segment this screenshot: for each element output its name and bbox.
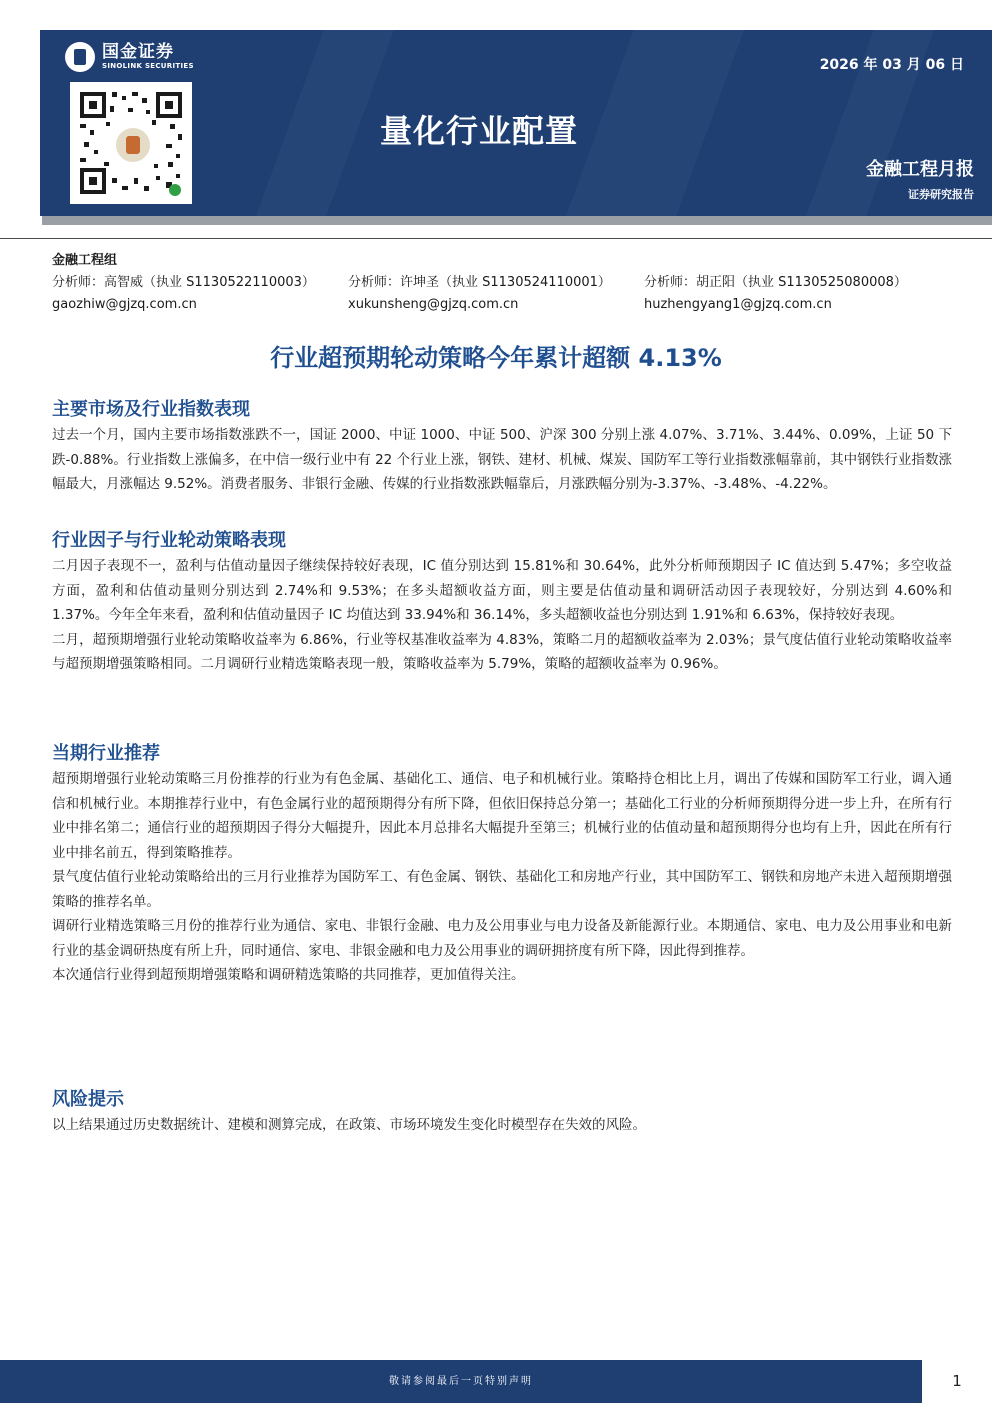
section-paragraph: 超预期增强行业轮动策略三月份推荐的行业为有色金属、基础化工、通信、电子和机械行业。策略持仓相比上月，调出了传媒和国防军工行业，调入通信和机械行业。本期推荐行业中，有色金属行业的超预期得分有所下降，但依旧保持总分第一；基础化工行业的分析师预期得分进一步上升，在所有行业中排名第二；通信行业的超预期因子得分大幅提升，因此本月总排名大幅提升至第三；机械行业的估值动量和超预期得分也均有上升，因此在所有行业中排名前五，得到策略推荐。 — [52, 771, 952, 861]
header-divider — [0, 238, 992, 239]
report-date: 2026 年 03 月 06 日 — [819, 57, 964, 73]
qr-code-icon — [70, 82, 192, 204]
banner-decoration — [566, 30, 744, 216]
sinolink-logo-icon — [65, 42, 95, 72]
section-paragraph: 本次通信行业得到超预期增强策略和调研精选策略的共同推荐，更加值得关注。 — [52, 967, 525, 983]
analyst-email[interactable]: xukunsheng@gjzq.com.cn — [348, 297, 519, 312]
section-paragraph: 二月因子表现不一，盈利与估值动量因子继续保持较好表现，IC 值分别达到 15.81%和 30.64%，此外分析师预期因子 IC 值达到 5.47%；多空收益方面，盈利和估值动量则分别达到 2.74%和 9.53%；在多头超额收益方面，则主要是估值动量和调研活动因子表现较好，分别达到 4.60%和 1.37%。今年全年来看，盈利和估值动量因子 IC 均值达到 33.94%和 36.14%，多头超额收益也分别达到 1.91%和 6.63%，保持较好表现。 — [52, 558, 952, 623]
section-factor-performance — [52, 527, 952, 677]
section-recommendations — [52, 740, 952, 988]
analyst-entry — [348, 272, 611, 316]
brand-name-en: SINOLINK SECURITIES — [102, 62, 194, 70]
brand-name-cn: 国金证券 — [102, 42, 174, 62]
section-paragraph: 过去一个月，国内主要市场指数涨跌不一，国证 2000、中证 1000、中证 500、沪深 300 分别上涨 4.07%、3.71%、3.44%、0.09%，上证 50 下跌-0.88%。行业指数上涨偏多，在中信一级行业中有 22 个行业上涨，钢铁、建材、机械、煤炭、国防军工等行业指数涨幅靠前，其中钢铁行业指数涨幅最大，月涨幅达 9.52%。消费者服务、非银行金融、传媒的行业指数涨跌幅靠后，月涨跌幅分别为-3.37%、-3.48%、-4.22%。 — [52, 427, 952, 492]
sinolink-logo — [65, 42, 194, 72]
page-number: 1 — [952, 1372, 962, 1390]
section-paragraph: 调研行业精选策略三月份的推荐行业为通信、家电、非银行金融、电力及公用事业与电力设备及新能源行业。本期通信、家电、电力及公用事业和电新行业的基金调研热度有所上升，同时通信、家电、非银金融和电力及公用事业的调研拥挤度有所下降，因此得到推荐。 — [52, 918, 952, 959]
research-team: 金融工程组 — [52, 253, 118, 268]
section-heading: 当期行业推荐 — [52, 743, 160, 764]
qr-center-badge — [114, 126, 152, 164]
analyst-email[interactable]: gaozhiw@gjzq.com.cn — [52, 297, 197, 312]
analyst-name: 分析师：许坤圣（执业 S1130524110001） — [348, 275, 611, 290]
section-paragraph: 景气度估值行业轮动策略给出的三月行业推荐为国防军工、有色金属、钢铁、基础化工和房地产行业，其中国防军工、钢铁和房地产未进入超预期增强策略的推荐名单。 — [52, 869, 952, 910]
report-banner — [40, 30, 992, 216]
analyst-email[interactable]: huzhengyang1@gjzq.com.cn — [644, 297, 832, 312]
section-heading: 风险提示 — [52, 1089, 124, 1110]
banner-decoration — [256, 30, 394, 216]
analyst-name: 分析师：胡正阳（执业 S1130525080008） — [644, 275, 907, 290]
analyst-name: 分析师：高智威（执业 S1130522110003） — [52, 275, 315, 290]
report-type: 金融工程月报 — [866, 159, 974, 180]
report-subtype: 证券研究报告 — [908, 188, 974, 201]
section-heading: 主要市场及行业指数表现 — [52, 399, 250, 420]
analyst-entry — [644, 272, 907, 316]
report-headline: 行业超预期轮动策略今年累计超额 4.13% — [270, 344, 722, 372]
section-risk-warning — [52, 1086, 952, 1138]
section-heading: 行业因子与行业轮动策略表现 — [52, 530, 286, 551]
section-market-performance — [52, 396, 952, 497]
footer-disclaimer-link[interactable]: 敬请参阅最后一页特别声明 — [389, 1376, 533, 1387]
section-paragraph: 二月，超预期增强行业轮动策略收益率为 6.86%，行业等权基准收益率为 4.83%，策略二月的超额收益率为 2.03%；景气度估值行业轮动策略收益率与超预期增强策略相同。二月调研行业精选策略表现一般，策略收益率为 5.79%，策略的超额收益率为 0.96%。 — [52, 631, 952, 672]
analyst-entry — [52, 272, 315, 316]
report-title: 量化行业配置 — [380, 112, 579, 150]
section-paragraph: 以上结果通过历史数据统计、建模和测算完成，在政策、市场环境发生变化时模型存在失效的风险。 — [52, 1117, 646, 1133]
